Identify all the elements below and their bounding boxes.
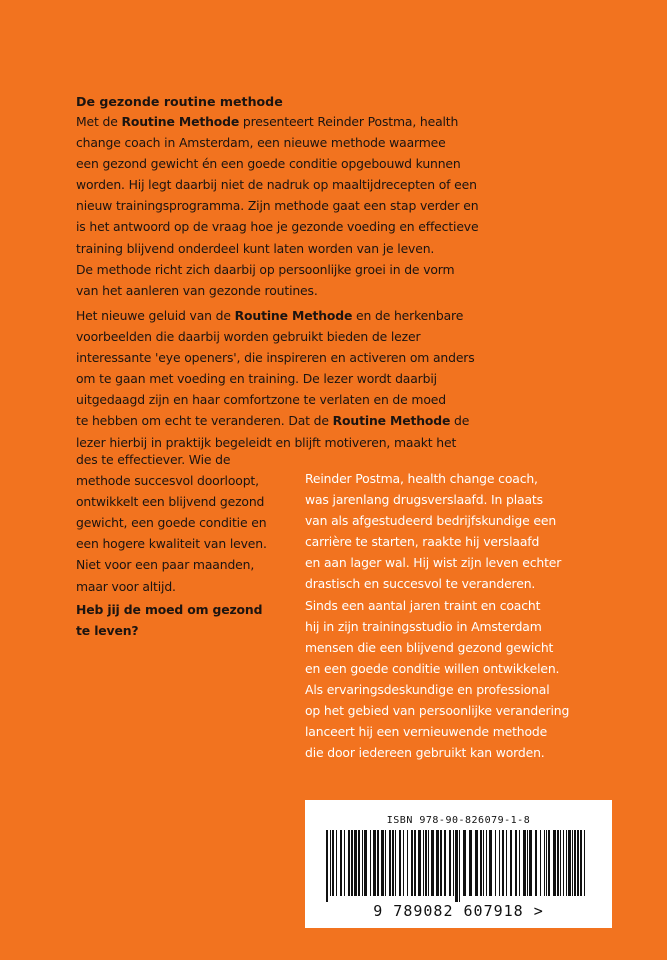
- text-segment: om te gaan met voeding en training. De lezer wordt daarbij: [76, 371, 437, 387]
- text-line: en aan lager wal. Hij wist zijn leven echter: [305, 555, 562, 571]
- barcode-bar: [395, 830, 396, 896]
- barcode-icon: [326, 830, 591, 902]
- barcode-bar: [392, 830, 394, 896]
- text-segment: uitgedaagd zijn en haar comfortzone te verlaten en de moed: [76, 392, 446, 408]
- barcode-bar: [577, 830, 579, 896]
- barcode-bar: [548, 830, 550, 896]
- barcode-bar: [414, 830, 416, 896]
- barcode-bar: [459, 830, 460, 902]
- text-line: des te effectiever. Wie de: [76, 452, 231, 467]
- barcode-bar: [563, 830, 564, 896]
- text-line: [76, 368, 606, 389]
- text-line: [76, 347, 606, 368]
- barcode-bar: [389, 830, 391, 896]
- text-line: gewicht, een goede conditie en: [76, 515, 267, 531]
- text-line: Heb jij de moed om gezond: [76, 602, 263, 617]
- barcode-bar: [546, 830, 547, 896]
- barcode-bar: [399, 830, 401, 896]
- barcode-label: [305, 800, 612, 928]
- barcode-bar: [377, 830, 379, 896]
- barcode-bar: [336, 830, 337, 896]
- text-line: [76, 280, 606, 301]
- text-line: [76, 410, 606, 431]
- barcode-bar: [358, 830, 360, 896]
- author-bio: [305, 468, 605, 763]
- barcode-bar: [351, 830, 353, 896]
- barcode-digits: 9 789082 607918 >: [373, 902, 544, 920]
- barcode-bar: [449, 830, 451, 896]
- barcode-bar: [566, 830, 567, 896]
- barcode-bar: [580, 830, 582, 896]
- barcode-bar: [453, 830, 454, 896]
- text-line: [76, 111, 606, 132]
- barcode-bar: [560, 830, 561, 896]
- text-line: te leven?: [76, 623, 139, 639]
- barcode-bar: [431, 830, 434, 896]
- barcode-bar: [348, 830, 350, 896]
- text-line: die door iedereen gebruikt kan worden.: [305, 745, 545, 761]
- bold-term: Routine Methode: [121, 114, 240, 129]
- barcode-bar: [362, 830, 363, 896]
- text-line: Reinder Postma, health change coach,: [305, 471, 538, 486]
- text-segment: De methode richt zich daarbij op persoonlijke groei in de vorm: [76, 261, 455, 277]
- barcode-bar: [495, 830, 496, 896]
- barcode-bar: [519, 830, 520, 896]
- text-line: en een goede conditie willen ontwikkelen.: [305, 660, 560, 676]
- barcode-bar: [407, 830, 408, 896]
- barcode-bar: [540, 830, 541, 896]
- barcode-bar: [475, 830, 478, 896]
- text-segment: Met de: [76, 114, 122, 129]
- text-line: [76, 174, 606, 195]
- barcode-bar: [553, 830, 556, 896]
- barcode-bar: [326, 830, 328, 902]
- bold-term: Routine Methode: [332, 413, 451, 429]
- text-line: [76, 259, 606, 280]
- barcode-bar: [584, 830, 585, 896]
- second-paragraph-continued: [76, 449, 291, 597]
- second-paragraph: [76, 305, 606, 453]
- barcode-bar: [568, 830, 571, 896]
- text-line: Sinds een aantal jaren traint en coacht: [305, 597, 541, 613]
- barcode-bar: [515, 830, 517, 896]
- isbn-number: ISBN 978-90-826079-1-8: [386, 815, 531, 826]
- text-segment: nieuw trainingsprogramma. Zijn methode gaat een stap verder en: [76, 198, 479, 214]
- text-line: ontwikkelt een blijvend gezond: [76, 494, 265, 510]
- barcode-bar: [523, 830, 526, 896]
- barcode-bar: [411, 830, 413, 896]
- barcode-bar: [557, 830, 559, 896]
- text-segment: change coach in Amsterdam, een nieuwe methode waarmee: [76, 135, 446, 151]
- barcode-bar: [510, 830, 512, 896]
- barcode-bar: [354, 830, 357, 896]
- text-line: [76, 132, 606, 153]
- barcode-bar: [463, 830, 466, 896]
- barcode-bar: [455, 830, 458, 902]
- text-segment: is het antwoord op de vraag hoe je gezonde voeding en effectieve: [76, 219, 479, 235]
- barcode-bar: [423, 830, 424, 896]
- barcode-bar: [483, 830, 484, 896]
- barcode-bar: [385, 830, 386, 896]
- barcode-bar: [332, 830, 334, 896]
- barcode-bar: [370, 830, 371, 896]
- text-segment: lezer hierbij in praktijk begeleidt en blijft motiveren, maakt het: [76, 434, 457, 450]
- barcode-bar: [486, 830, 487, 896]
- text-segment: en de herkenbare: [352, 308, 464, 323]
- text-line: op het gebied van persoonlijke verandering: [305, 703, 570, 719]
- text-line: drastisch en succesvol te veranderen.: [305, 576, 536, 592]
- barcode-bar: [436, 830, 439, 896]
- barcode-bar: [425, 830, 427, 896]
- text-line: [76, 305, 606, 326]
- text-segment: van het aanleren van gezonde routines.: [76, 282, 318, 298]
- closing-question: [76, 599, 286, 641]
- barcode-bar: [403, 830, 404, 896]
- text-segment: te hebben om echt te veranderen. Dat de: [76, 413, 333, 429]
- barcode-bar: [428, 830, 429, 896]
- text-segment: presenteert Reinder Postma, health: [239, 114, 459, 129]
- barcode-bar: [381, 830, 384, 896]
- text-line: hij in zijn trainingsstudio in Amsterdam: [305, 618, 542, 634]
- text-line: carrière te starten, raakte hij verslaafd: [305, 534, 540, 550]
- barcode-bar: [330, 830, 331, 896]
- barcode-bar: [373, 830, 376, 896]
- barcode-bar: [499, 830, 500, 896]
- section-title: De gezonde routine methode: [76, 94, 283, 109]
- barcode-bar: [344, 830, 345, 896]
- text-line: Als ervaringsdeskundige en professional: [305, 681, 550, 697]
- barcode-bar: [506, 830, 507, 896]
- barcode-bar: [529, 830, 532, 896]
- text-line: [76, 326, 606, 347]
- text-segment: training blijvend onderdeel kunt laten worden van je leven.: [76, 240, 435, 256]
- barcode-bar: [502, 830, 504, 896]
- text-line: lanceert hij een vernieuwende methode: [305, 724, 548, 740]
- barcode-bar: [572, 830, 573, 896]
- text-line: [76, 195, 606, 216]
- barcode-bar: [364, 830, 367, 896]
- barcode-bar: [489, 830, 492, 896]
- barcode-bar: [535, 830, 537, 896]
- text-segment: interessante 'eye openers', die inspireren en activeren om anders: [76, 350, 475, 366]
- barcode-bar: [469, 830, 472, 896]
- barcode-bar: [527, 830, 528, 896]
- text-line: [76, 238, 606, 259]
- barcode-bar: [340, 830, 342, 896]
- barcode-bar: [440, 830, 442, 896]
- barcode-bar: [544, 830, 545, 896]
- text-segment: worden. Hij legt daarbij niet de nadruk op maaltijdrecepten of een: [76, 177, 477, 193]
- barcode-bar: [480, 830, 482, 896]
- text-line: maar voor altijd.: [76, 578, 176, 594]
- text-segment: de: [450, 413, 470, 429]
- text-line: [76, 153, 606, 174]
- text-line: mensen die een blijvend gezond gewicht: [305, 639, 554, 655]
- bold-term: Routine Methode: [234, 308, 353, 323]
- barcode-bar: [418, 830, 421, 896]
- barcode-bar: [574, 830, 576, 896]
- barcode-bar: [444, 830, 446, 896]
- text-segment: Het nieuwe geluid van de: [76, 308, 235, 323]
- text-line: van als afgestudeerd bedrijfskundige een: [305, 513, 557, 529]
- text-line: een hogere kwaliteit van leven.: [76, 536, 267, 552]
- text-line: [76, 216, 606, 237]
- text-segment: een gezond gewicht én een goede conditie opgebouwd kunnen: [76, 156, 461, 172]
- text-segment: voorbeelden die daarbij worden gebruikt bieden de lezer: [76, 329, 421, 345]
- text-line: [76, 389, 606, 410]
- text-line: Niet voor een paar maanden,: [76, 557, 255, 573]
- text-line: methode succesvol doorloopt,: [76, 473, 259, 489]
- intro-paragraph: [76, 111, 606, 301]
- text-line: was jarenlang drugsverslaafd. In plaats: [305, 492, 543, 508]
